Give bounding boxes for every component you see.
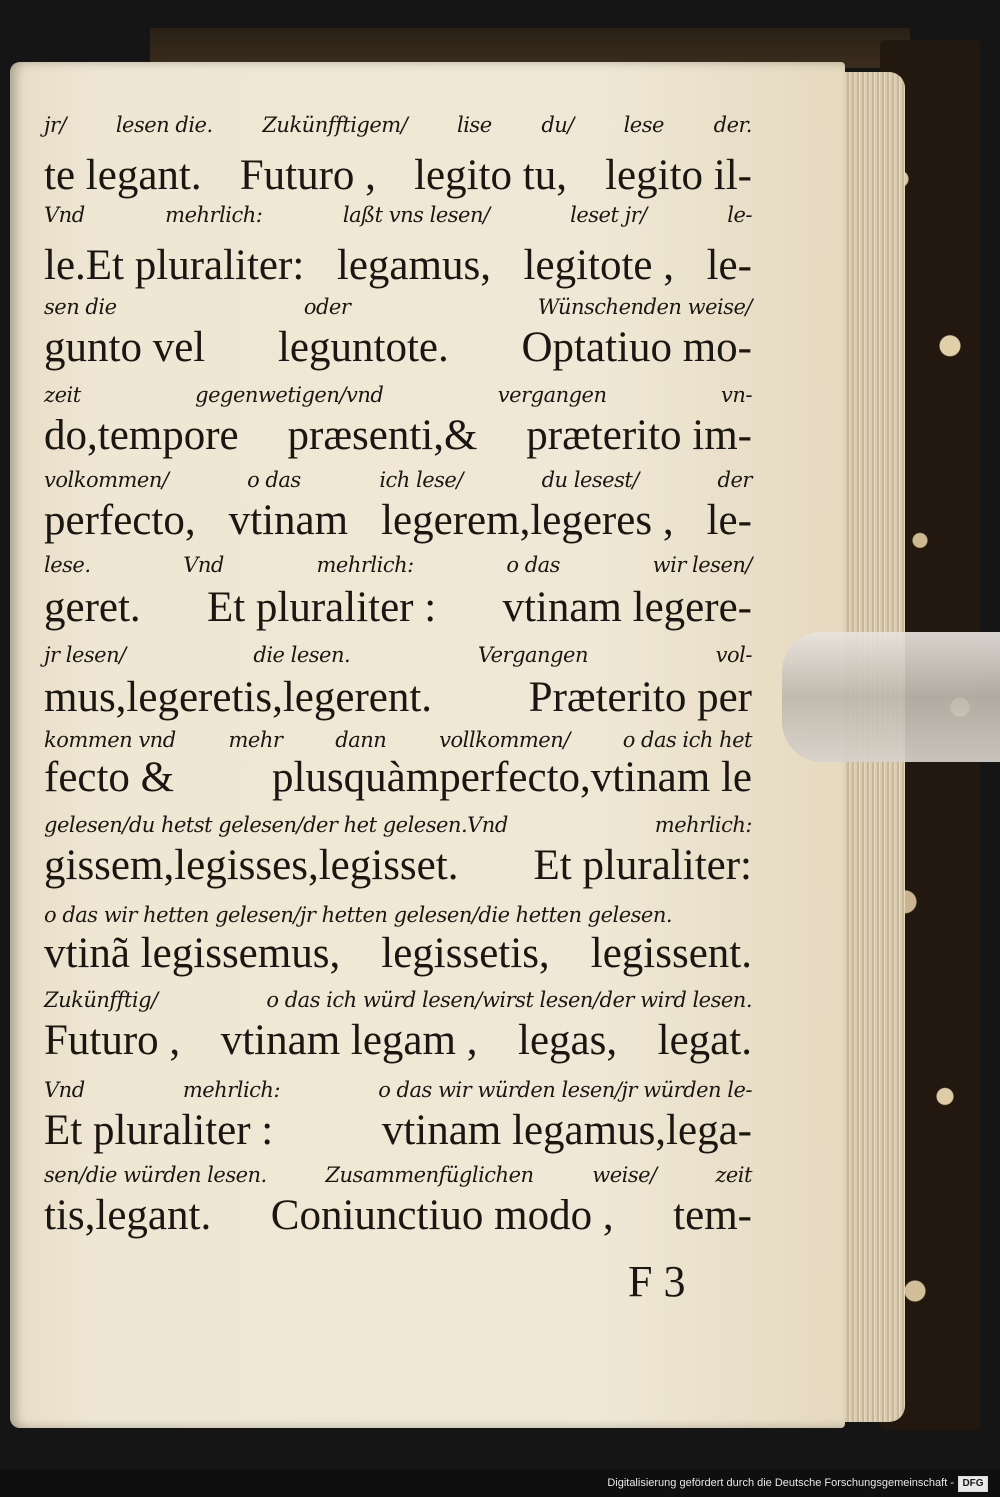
text-word: do,tempore: [44, 412, 239, 459]
german-text-line: [44, 380, 752, 410]
text-word: gunto vel: [44, 324, 206, 371]
text-word: legitote ,: [523, 242, 675, 289]
german-text-line: [44, 900, 752, 930]
text-word: o das: [506, 553, 560, 577]
text-word: oder: [303, 295, 351, 319]
text-word: lese.: [44, 553, 91, 577]
german-text-line: [44, 110, 752, 140]
text-word: Vnd: [44, 203, 85, 227]
text-word: tis,legant.: [44, 1192, 212, 1239]
text-word: Et pluraliter :: [206, 584, 437, 631]
text-word: legissent.: [590, 930, 752, 977]
german-text-line: [44, 292, 752, 322]
german-text-line: [44, 550, 752, 580]
text-word: Futuro ,: [44, 1017, 181, 1064]
text-word: sen/die würden lesen.: [44, 1163, 267, 1187]
german-text-line: [44, 810, 752, 840]
text-word: mehrlich:: [165, 203, 263, 227]
text-word: gelesen/du hetst gelesen/der het gelesen.Vnd: [44, 813, 508, 837]
german-text-line: [44, 985, 752, 1015]
text-word: vtinam legam ,: [220, 1017, 478, 1064]
german-text-line: [44, 1075, 752, 1105]
german-text-line: [44, 200, 752, 230]
text-word: mehrlich:: [182, 1078, 281, 1102]
text-word: geret.: [44, 584, 141, 631]
text-word: lise: [457, 113, 492, 137]
text-word: perfecto,: [44, 497, 196, 544]
text-word: volkommen/: [44, 468, 169, 492]
text-word: Zusammenfüglichen: [325, 1163, 534, 1187]
text-word: dann: [335, 728, 387, 752]
text-word: mehr: [228, 728, 283, 752]
footer-credit: Digitalisierung gefördert durch die Deutsche Forschungsgemeinschaft -: [607, 1477, 954, 1489]
footer-bar: [0, 1470, 1000, 1497]
text-word: Et pluraliter :: [44, 1107, 274, 1154]
text-word: lese: [623, 113, 664, 137]
text-word: le.Et pluraliter:: [44, 242, 305, 289]
text-word: mehrlich:: [654, 813, 752, 837]
text-word: o das wir würden lesen/jr würden le-: [378, 1078, 752, 1102]
dfg-logo-icon: DFG: [958, 1476, 988, 1492]
latin-text-line: [44, 582, 752, 634]
text-word: Wünschenden weise/: [537, 295, 752, 319]
text-word: vtinam legamus,lega-: [381, 1107, 752, 1154]
text-word: leset jr/: [570, 203, 647, 227]
bookmark-clip: [782, 632, 1000, 762]
text-word: zeit: [44, 383, 81, 407]
german-text-line: [44, 465, 752, 495]
german-text-line: [44, 725, 752, 755]
text-word: zeit: [715, 1163, 752, 1187]
text-word: vtinam: [228, 497, 349, 544]
text-word: legerem,legeres ,: [381, 497, 674, 544]
text-word: le-: [706, 242, 752, 289]
text-word: der.: [713, 113, 752, 137]
text-word: o das ich würd lesen/wirst lesen/der wird lesen.: [266, 988, 752, 1012]
text-word: Zukünfftigem/: [262, 113, 408, 137]
text-word: vtinam legere-: [502, 584, 752, 631]
german-text-line: [44, 640, 752, 670]
latin-text-line: [44, 240, 752, 292]
latin-text-line: [44, 672, 752, 724]
text-word: legito tu,: [414, 152, 567, 199]
signature-mark: F 3: [628, 1257, 686, 1306]
text-word: vtinã legissemus,: [44, 930, 341, 977]
text-word: du lesest/: [541, 468, 639, 492]
text-word: Præterito per: [528, 674, 752, 721]
german-text-line: [44, 1160, 752, 1190]
text-word: laßt vns lesen/: [342, 203, 490, 227]
text-word: die lesen.: [253, 643, 351, 667]
latin-text-line: [44, 1105, 752, 1157]
text-word: legissetis,: [381, 930, 550, 977]
text-word: leguntote.: [277, 324, 449, 371]
text-word: kommen vnd: [44, 728, 176, 752]
text-word: lesen die.: [115, 113, 213, 137]
text-word: sen die: [44, 295, 117, 319]
text-word: gissem,legisses,legisset.: [44, 842, 459, 889]
text-word: Vnd: [183, 553, 224, 577]
text-word: tem-: [673, 1192, 752, 1239]
text-word: legito il-: [605, 152, 752, 199]
latin-text-line: [44, 495, 752, 547]
text-word: Vergangen: [477, 643, 588, 667]
text-word: præsenti,&: [287, 412, 478, 459]
latin-text-line: [44, 752, 752, 804]
text-word: le-: [727, 203, 752, 227]
text-word: plusquàmperfecto,vtinam le: [271, 754, 752, 801]
text-word: o das wir hetten gelesen/jr hetten gelesen/die hetten gelesen.: [44, 903, 673, 927]
latin-text-line: [44, 150, 752, 202]
text-word: ich lese/: [379, 468, 463, 492]
text-word: weise/: [592, 1163, 657, 1187]
latin-text-line: [44, 410, 752, 462]
text-word: wir lesen/: [652, 553, 752, 577]
text-word: du/: [541, 113, 574, 137]
latin-text-line: [44, 1015, 752, 1067]
text-word: te legant.: [44, 152, 202, 199]
latin-text-line: [44, 840, 752, 892]
text-word: Et pluraliter:: [533, 842, 752, 889]
text-word: jr lesen/: [44, 643, 126, 667]
text-word: vollkommen/: [439, 728, 570, 752]
text-word: gegenwetigen/vnd: [195, 383, 384, 407]
latin-text-line: [44, 322, 752, 374]
text-word: Futuro ,: [239, 152, 376, 199]
text-word: vergangen: [497, 383, 607, 407]
text-word: legat.: [657, 1017, 752, 1064]
text-word: der: [717, 468, 752, 492]
text-word: fecto &: [44, 754, 175, 801]
text-word: legamus,: [336, 242, 491, 289]
latin-text-line: [44, 1190, 752, 1242]
text-word: jr/: [44, 113, 67, 137]
text-word: Zukünfftig/: [44, 988, 158, 1012]
text-word: mehrlich:: [316, 553, 414, 577]
text-word: o das: [247, 468, 301, 492]
text-word: præterito im-: [526, 412, 752, 459]
latin-text-line: [44, 928, 752, 980]
text-word: Coniunctiuo modo ,: [270, 1192, 614, 1239]
text-word: vol-: [715, 643, 752, 667]
text-word: Vnd: [44, 1078, 85, 1102]
text-word: vn-: [721, 383, 752, 407]
text-word: o das ich het: [622, 728, 752, 752]
text-word: legas,: [518, 1017, 618, 1064]
text-word: mus,legeretis,legerent.: [44, 674, 433, 721]
text-word: Optatiuo mo-: [521, 324, 752, 371]
text-word: le-: [706, 497, 752, 544]
